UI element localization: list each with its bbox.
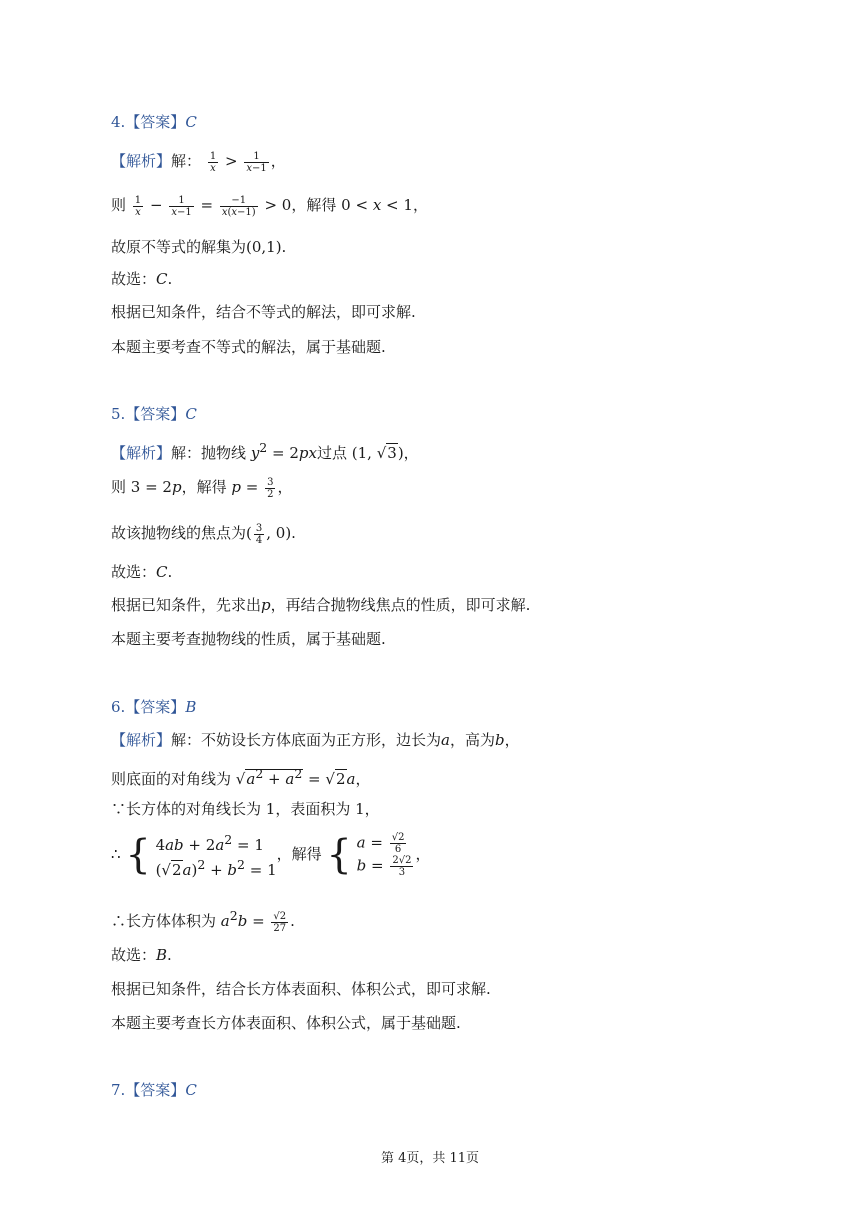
q6-given: ∵长方体的对角线长为 1，表面积为 1， — [111, 800, 380, 818]
fraction: $\frac{3}{4}$ — [255, 522, 263, 546]
q5-focus: 故该抛物线的焦点为( $\frac{3}{4}$ , 0). — [111, 522, 296, 546]
q6-answer-heading: 6.【答案】B — [111, 698, 197, 716]
q6-diagonal: 则底面的对角线为 $√a^2 + a^2 = √2a$， — [111, 766, 371, 788]
q6-system: ∴ { $4ab + 2a^2 = 1$ $(√2a)^2 + b^2 = 1$ ，解得 { a = $\frac{√2}{6}$ b = $\frac{2√2}{3}$ ， — [111, 832, 431, 879]
page-footer: 第 4页，共 11页 — [380, 1151, 480, 1166]
q6-method: 根据已知条件，结合长方体表面积、体积公式，即可求解. — [111, 980, 491, 998]
q6-choose: 故选：B. — [111, 946, 172, 964]
q5-topic: 本题主要考查抛物线的性质，属于基础题. — [111, 630, 386, 648]
fraction: $\frac{3}{2}$ — [267, 476, 274, 500]
q4-answer-heading: 4.【答案】C — [111, 113, 197, 131]
equation-system: $4ab + 2a^2 = 1$ $(√2a)^2 + b^2 = 1$ — [155, 832, 277, 879]
fraction: $\frac{√2}{27}$ — [273, 910, 287, 934]
q6-analysis-line-1: 【解析】解：不妨设长方体底面为正方形，边长为a，高为b， — [111, 731, 520, 749]
q4-solution-set: 故原不等式的解集为(0,1). — [111, 238, 287, 256]
solution-system: a = $\frac{√2}{6}$ b = $\frac{2√2}{3}$ — [356, 832, 412, 878]
fraction: $\frac{1}{x-1}$ — [171, 194, 192, 218]
q5-analysis-line-2: 则 3 = 2p，解得 p = $\frac{3}{2}$ ， — [111, 476, 293, 500]
fraction: $\frac{1}{x}$ — [209, 150, 217, 174]
q4-topic: 本题主要考查不等式的解法，属于基础题. — [111, 338, 386, 356]
q4-choose: 故选：C. — [111, 270, 173, 288]
q7-answer-heading: 7.【答案】C — [111, 1081, 197, 1099]
q4-analysis-line-2: 则 $\frac{1}{x}$ − $\frac{1}{x-1}$ = $\frac{-1}{x(x-1)}$ > 0，解得 0 < x < 1， — [111, 194, 428, 218]
q4-method: 根据已知条件，结合不等式的解法，即可求解. — [111, 303, 416, 321]
q5-method: 根据已知条件，先求出p，再结合抛物线焦点的性质，即可求解. — [111, 596, 531, 614]
fraction: $\frac{-1}{x(x-1)}$ — [221, 194, 256, 218]
q5-choose: 故选：C. — [111, 563, 173, 581]
fraction: $\frac{1}{x}$ — [134, 194, 142, 218]
q4-analysis-line-1: 【解析】解： $\frac{1}{x}$ > $\frac{1}{x-1}$ ， — [111, 150, 286, 174]
q6-volume: ∴长方体体积为 $a^2b$ = $\frac{√2}{27}$ . — [111, 908, 295, 934]
q5-analysis-line-1: 【解析】解：抛物线 $y^2 = 2px$过点 (1, √3)， — [111, 440, 419, 462]
q5-answer-heading: 5.【答案】C — [111, 405, 197, 423]
q6-topic: 本题主要考查长方体表面积、体积公式，属于基础题. — [111, 1014, 461, 1032]
fraction: $\frac{1}{x-1}$ — [246, 150, 267, 174]
